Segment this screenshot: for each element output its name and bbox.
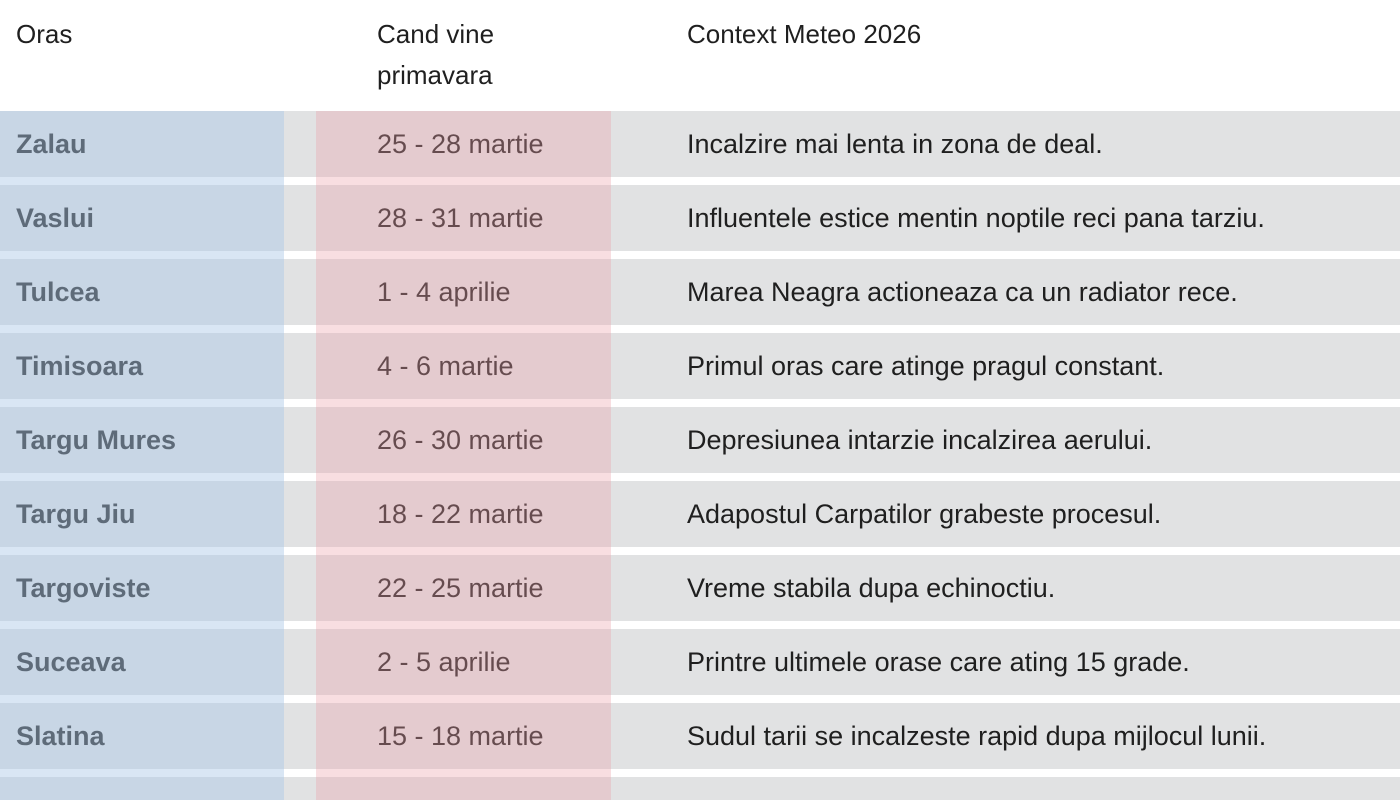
city-cell: Timisoara — [16, 351, 144, 381]
context-cell: Primul oras care atinge pragul constant. — [687, 351, 1165, 381]
context-cell: Depresiunea intarzie incalzirea aerului. — [687, 425, 1153, 455]
spring-date-cell: 18 - 22 martie — [377, 499, 544, 529]
city-cell: Slatina — [16, 721, 105, 751]
city-cell: Targoviste — [16, 573, 151, 603]
context-cell: Vreme stabila dupa echinoctiu. — [687, 573, 1056, 603]
context-cell: Adapostul Carpatilor grabeste procesul. — [687, 499, 1162, 529]
context-cell: Marea Neagra actioneaza ca un radiator rece. — [687, 277, 1238, 307]
header-spring-date: Cand vine primavara — [377, 19, 495, 90]
context-cell: Influentele estice mentin noptile reci pana tarziu. — [687, 203, 1265, 233]
context-cell: Printre ultimele orase care ating 15 grade. — [687, 647, 1190, 677]
header-city: Oras — [16, 19, 73, 49]
city-cell: Zalau — [16, 129, 87, 159]
city-cell: Tulcea — [16, 277, 100, 307]
table-header — [0, 0, 1400, 111]
spring-date-cell: 15 - 18 martie — [377, 721, 544, 751]
spring-date-cell: 22 - 25 martie — [377, 573, 544, 603]
spring-date-cell: 4 - 6 martie — [377, 351, 514, 381]
city-cell: Targu Jiu — [16, 499, 136, 529]
header-weather-context: Context Meteo 2026 — [687, 19, 922, 49]
spring-date-cell: 25 - 28 martie — [377, 129, 544, 159]
spring-date-cell: 26 - 30 martie — [377, 425, 544, 455]
city-cell: Suceava — [16, 647, 126, 677]
spring-date-cell: 1 - 4 aprilie — [377, 277, 511, 307]
city-column-highlight — [0, 111, 284, 800]
context-cell: Incalzire mai lenta in zona de deal. — [687, 129, 1103, 159]
context-cell: Sudul tarii se incalzeste rapid dupa mijlocul lunii. — [687, 721, 1267, 751]
date-column-highlight — [316, 111, 611, 800]
spring-date-cell: 2 - 5 aprilie — [377, 647, 511, 677]
city-cell: Vaslui — [16, 203, 95, 233]
city-cell: Targu Mures — [16, 425, 177, 455]
spring-date-cell: 28 - 31 martie — [377, 203, 544, 233]
